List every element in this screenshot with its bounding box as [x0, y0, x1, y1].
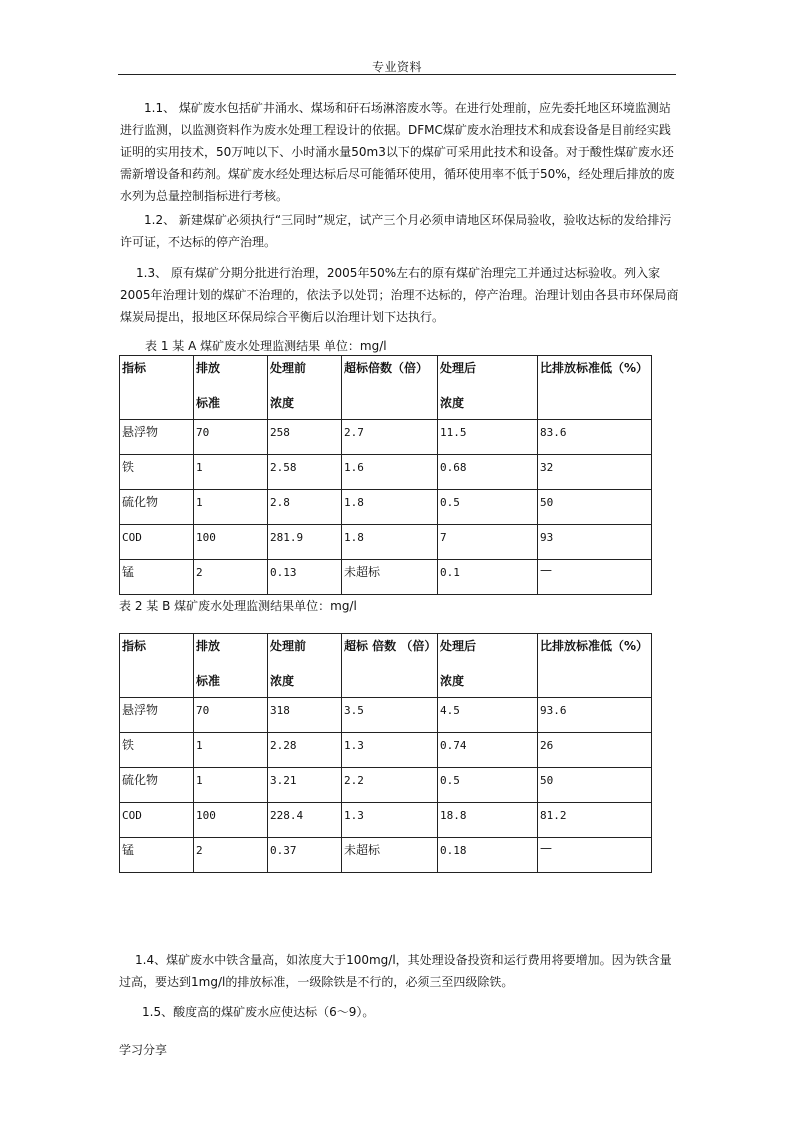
table-cell: 1: [194, 455, 268, 490]
table-cell: 258: [268, 420, 342, 455]
table-cell: 悬浮物: [120, 698, 194, 733]
paragraph-1-1: 1.1、 煤矿废水包括矿井涌水、煤场和矸石场淋溶废水等。在进行处理前，应先委托地区环境监测站进行监测，以监测资料作为废水处理工程设计的依据。DFMC煤矿废水治理技术和成套设备是目前经实践证明的实用技术，50万吨以下、小时涌水量50m3以下的煤矿可采用此技术和设备。对于酸性煤矿废水还需新增设备和药剂。煤矿废水经处理达标后尽可能循环使用，循环使用率不低于50%，经处理后排放的废水列为总量控制指标进行考核。: [120, 101, 675, 203]
table-cell: 0.18: [438, 838, 538, 873]
table-cell: 4.5: [438, 698, 538, 733]
table1-header-cell: 排放 标准: [194, 356, 268, 420]
table-cell: 2.8: [268, 490, 342, 525]
table-cell: 1: [194, 733, 268, 768]
table2-header-cell: 排放 标准: [194, 634, 268, 698]
page-header-title: 专业资料: [371, 60, 422, 74]
table-cell: 7: [438, 525, 538, 560]
table2-caption: 表 2 某 B 煤矿废水处理监测结果单位：mg/l: [119, 599, 357, 613]
table-row: [120, 768, 652, 803]
table-cell: 悬浮物: [120, 420, 194, 455]
table2-header-cell: 指标: [120, 634, 194, 698]
table-cell: 100: [194, 803, 268, 838]
table-cell: 1: [194, 768, 268, 803]
table-cell: COD: [120, 803, 194, 838]
table-cell: 70: [194, 698, 268, 733]
table-cell: 2: [194, 560, 268, 595]
table-row: [120, 733, 652, 768]
table-cell: 81.2: [538, 803, 652, 838]
table-cell: 未超标: [342, 838, 438, 873]
table-cell: 2: [194, 838, 268, 873]
table-cell: 锰: [120, 838, 194, 873]
table1-header-cell: 比排放标准低（%）: [538, 356, 652, 420]
table-cell: 70: [194, 420, 268, 455]
paragraph-1-3: 1.3、 原有煤矿分期分批进行治理，2005年50%左右的原有煤矿治理完工并通过达标验收。列入家2005年治理计划的煤矿不治理的，依法予以处罚；治理不达标的，停产治理。治理计划由各县市环保局商煤炭局提出，报地区环保局综合平衡后以治理计划下达执行。: [120, 266, 679, 324]
table2-header-cell: 处理后 浓度: [438, 634, 538, 698]
table-cell: 硫化物: [120, 490, 194, 525]
table-cell: 铁: [120, 733, 194, 768]
table-cell: 228.4: [268, 803, 342, 838]
table-row: [120, 455, 652, 490]
table-cell: 0.1: [438, 560, 538, 595]
table-cell: 未超标: [342, 560, 438, 595]
table-cell: 2.7: [342, 420, 438, 455]
table-cell: 锰: [120, 560, 194, 595]
table-cell: 100: [194, 525, 268, 560]
table-cell: 26: [538, 733, 652, 768]
table-cell: 0.74: [438, 733, 538, 768]
page-footer: 学习分享: [119, 1043, 168, 1057]
table1-header-cell: 处理后 浓度: [438, 356, 538, 420]
table-cell: 1: [194, 490, 268, 525]
table2-header-cell: 处理前 浓度: [268, 634, 342, 698]
table2-header-cell: 比排放标准低（%）: [538, 634, 652, 698]
table1-header-cell: 指标: [120, 356, 194, 420]
table-cell: 281.9: [268, 525, 342, 560]
table1-caption: 表 1 某 A 煤矿废水处理监测结果 单位：mg/l: [145, 339, 387, 353]
table-cell: 11.5: [438, 420, 538, 455]
table-cell: 1.3: [342, 803, 438, 838]
table-cell: 硫化物: [120, 768, 194, 803]
table-cell: 3.5: [342, 698, 438, 733]
table-cell: 1.6: [342, 455, 438, 490]
table-cell: 0.68: [438, 455, 538, 490]
table1-header-cell: 处理前 浓度: [268, 356, 342, 420]
table1-header-row: [120, 356, 652, 420]
table-cell: 93: [538, 525, 652, 560]
table-cell: 93.6: [538, 698, 652, 733]
table-cell: 32: [538, 455, 652, 490]
table-cell: 1.3: [342, 733, 438, 768]
table-cell: 318: [268, 698, 342, 733]
table-cell: 0.5: [438, 768, 538, 803]
table-cell: —: [538, 838, 652, 873]
paragraph-1-4: 1.4、煤矿废水中铁含量高，如浓度大于100mg/l，其处理设备投资和运行费用将要增加。因为铁含量过高，要达到1mg/l的排放标准，一级除铁是不行的，必须三至四级除铁。: [119, 953, 672, 989]
table-row: [120, 490, 652, 525]
table-cell: 1.8: [342, 490, 438, 525]
table1: [119, 355, 652, 595]
table1-header-cell: 超标倍数（倍）: [342, 356, 438, 420]
header-rule: [118, 74, 676, 75]
table-cell: 0.5: [438, 490, 538, 525]
table-cell: 3.21: [268, 768, 342, 803]
table-cell: 18.8: [438, 803, 538, 838]
table-cell: 2.28: [268, 733, 342, 768]
paragraph-1-2: 1.2、 新建煤矿必须执行“三同时”规定，试产三个月必须申请地区环保局验收，验收达标的发给排污许可证，不达标的停产治理。: [120, 213, 672, 249]
table-row: [120, 803, 652, 838]
table-cell: 2.2: [342, 768, 438, 803]
table-row: [120, 525, 652, 560]
table-cell: 1.8: [342, 525, 438, 560]
table-cell: —: [538, 560, 652, 595]
table2-header-row: [120, 634, 652, 698]
table-cell: 2.58: [268, 455, 342, 490]
paragraph-1-5: 1.5、酸度高的煤矿废水应使达标（6～9）。: [142, 1005, 375, 1019]
table-cell: COD: [120, 525, 194, 560]
table-row: [120, 838, 652, 873]
table2-header-cell: 超标 倍数 （倍）: [342, 634, 438, 698]
table-cell: 铁: [120, 455, 194, 490]
table-cell: 0.37: [268, 838, 342, 873]
table-row: [120, 698, 652, 733]
table-cell: 0.13: [268, 560, 342, 595]
table2: [119, 633, 652, 873]
table-cell: 83.6: [538, 420, 652, 455]
table-cell: 50: [538, 490, 652, 525]
table-row: [120, 420, 652, 455]
table-row: [120, 560, 652, 595]
table-cell: 50: [538, 768, 652, 803]
